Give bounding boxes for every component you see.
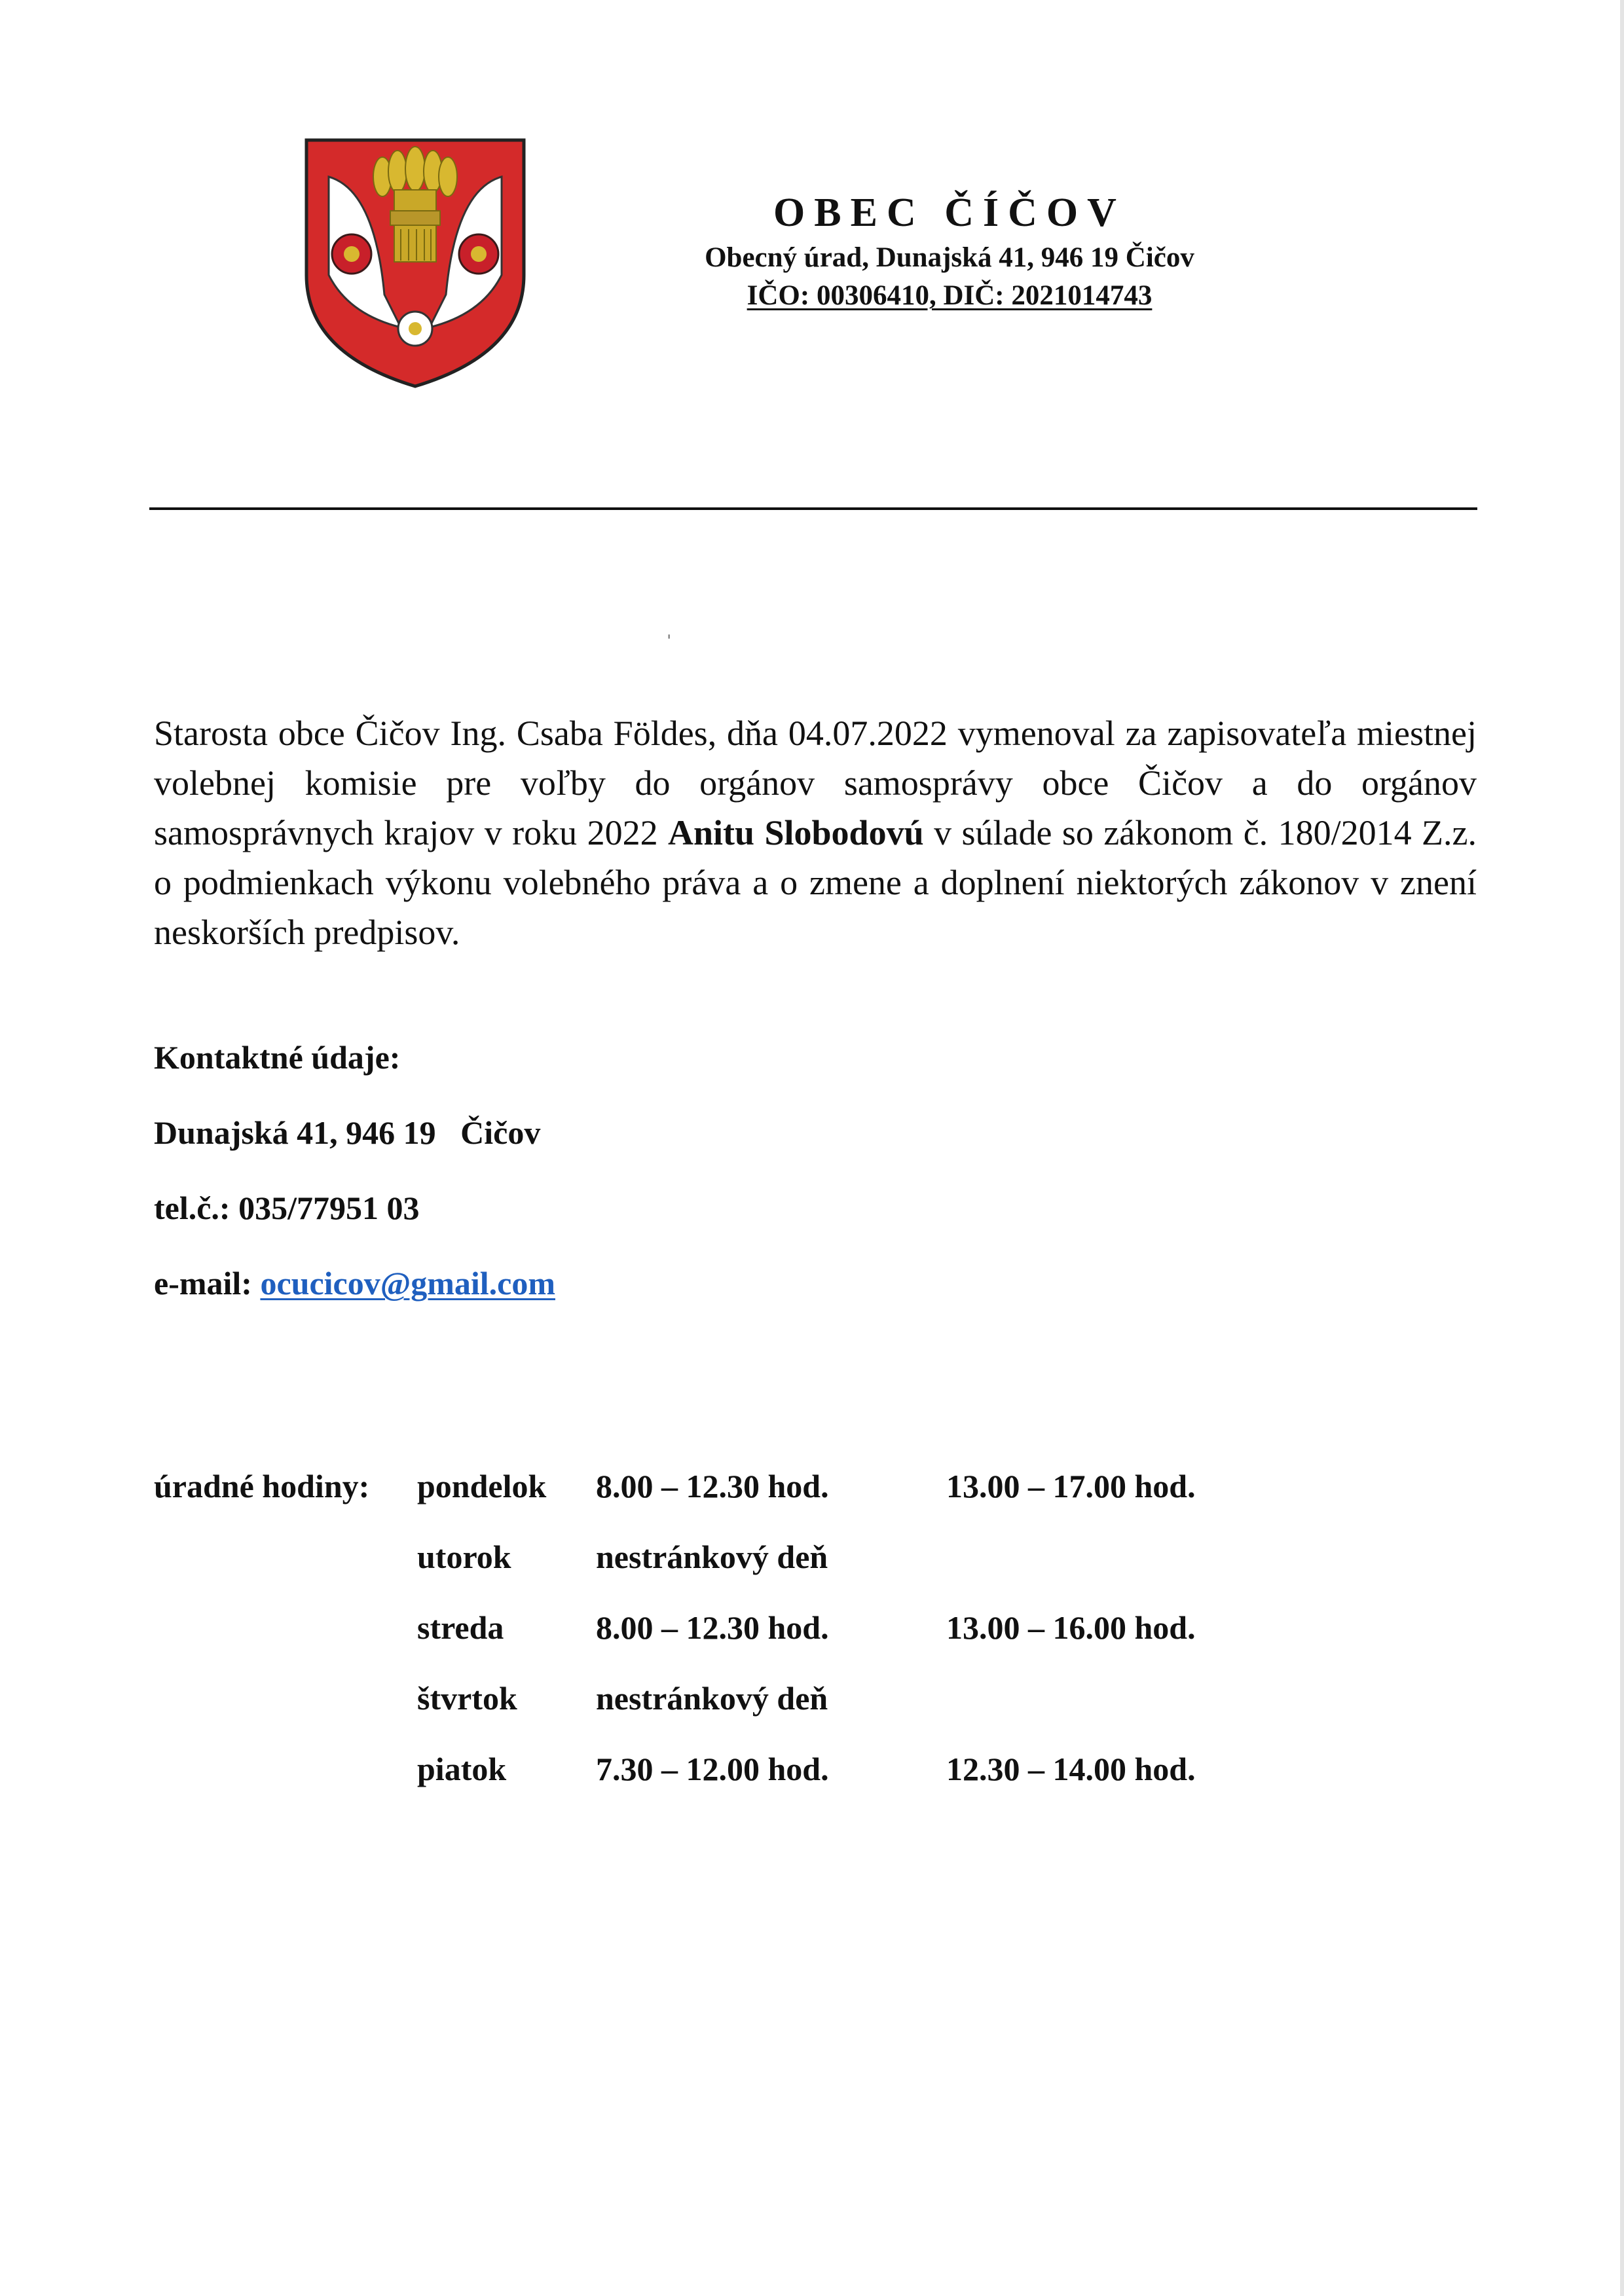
scan-speck: ˌ	[665, 610, 674, 639]
hours-morning: nestránkový deň	[596, 1680, 828, 1717]
contacts-heading: Kontaktné údaje:	[154, 1039, 401, 1076]
hours-morning: nestránkový deň	[596, 1539, 828, 1575]
announcement-text-after: v súlade so zákonom č. 180/2014 Z.z. o podmienkach výkonu volebného práva a o zmene a doplnení niektorých zákonov v znení neskorších predpisov.	[154, 813, 1477, 952]
appointee-name: Anitu Slobodovú	[668, 813, 924, 852]
hours-day: piatok	[417, 1751, 507, 1787]
announcement-paragraph	[154, 708, 1477, 957]
org-ids: IČO: 00306410, DIČ: 2021014743	[747, 280, 1153, 311]
contacts-email-row	[154, 1264, 1071, 1303]
org-address: Obecný úrad, Dunajská 41, 946 19 Čičov	[705, 242, 1194, 273]
hours-morning: 7.30 – 12.00 hod.	[596, 1751, 829, 1787]
contacts-address: Dunajská 41, 946 19 Čičov	[154, 1114, 541, 1151]
hours-day: pondelok	[417, 1468, 547, 1504]
contacts-section	[154, 1038, 1071, 1339]
email-label: e-mail:	[154, 1265, 261, 1302]
hours-day: streda	[417, 1609, 504, 1646]
hours-day: štvrtok	[417, 1680, 517, 1717]
header-divider	[149, 507, 1477, 510]
hours-day: utorok	[417, 1539, 511, 1575]
office-hours-label: úradné hodiny:	[154, 1468, 370, 1504]
email-link[interactable]: ocucicov@gmail.com	[260, 1265, 555, 1302]
letterhead	[629, 187, 1270, 315]
hours-afternoon: 13.00 – 16.00 hod.	[946, 1609, 1196, 1646]
org-title: OBEC ČÍČOV	[773, 191, 1126, 235]
hours-morning: 8.00 – 12.30 hod.	[596, 1609, 829, 1646]
contacts-phone: tel.č.: 035/77951 03	[154, 1190, 420, 1226]
hours-morning: 8.00 – 12.30 hod.	[596, 1468, 829, 1504]
announcement-text-before: Starosta obce Čičov Ing. Csaba Földes, dňa 04.07.2022 vymenoval za zapisovateľa miestnej volebnej komisie pre voľby do orgánov samosprávy obce Čičov a do orgánov samosprávnych krajov v roku 2022	[154, 714, 1477, 852]
hours-afternoon: 13.00 – 17.00 hod.	[946, 1468, 1196, 1504]
coat-of-arms-icon	[303, 137, 528, 389]
hours-afternoon: 12.30 – 14.00 hod.	[946, 1751, 1196, 1787]
scan-edge	[1620, 0, 1624, 2296]
